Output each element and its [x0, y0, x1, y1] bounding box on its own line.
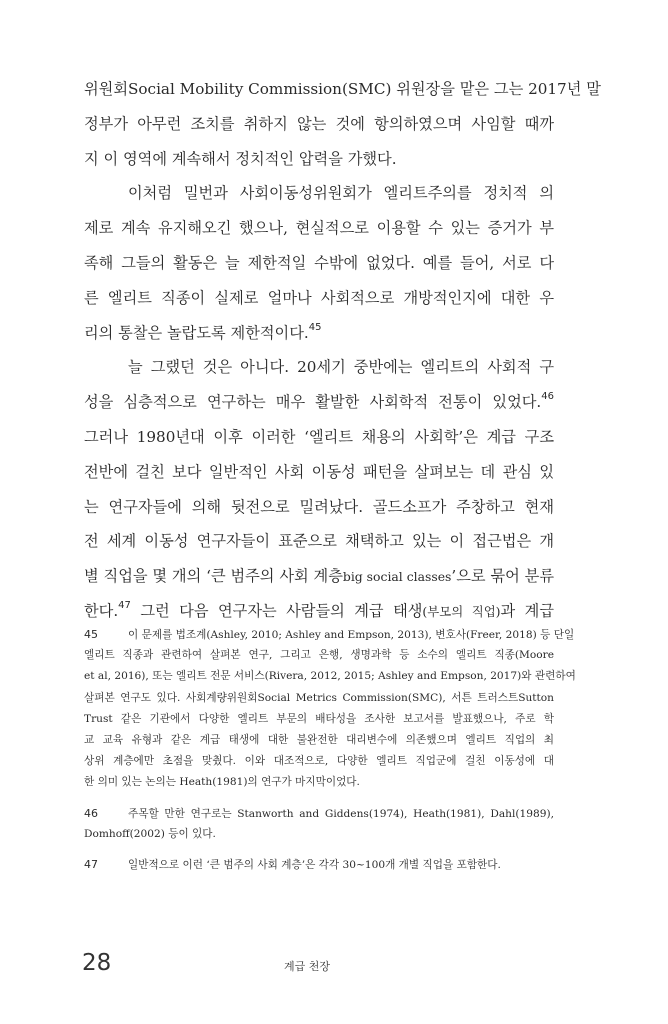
footnote-47	[84, 854, 554, 875]
footnote-line: 교 교육 유형과 같은 계급 태생에 대한 불완전한 대리변수에 의존했으며 엘리트 직업의 최	[84, 733, 554, 746]
text-line: 지 이 영역에 계속해서 정치적인 압력을 가했다.	[84, 149, 397, 168]
text-line: 전반에 걸친 보다 일반적인 사회 이동성 패턴을 살펴보는 데 관심 있	[84, 462, 554, 481]
footnote-line: 한 의미 있는 논의는 Heath(1981)의 연구가 마지막이었다.	[84, 776, 360, 789]
text-line: 그러나 1980년대 이후 이러한 ‘엘리트 채용의 사회학’은 계급 구조	[84, 427, 554, 446]
footnote-46	[84, 803, 554, 845]
text-span: ’으로 묶어 분류	[451, 567, 554, 586]
text-span: 그런 다음 연구자는 사람들의 계급 태생	[130, 601, 423, 620]
footnote-line: Domhoff(2002) 등이 있다.	[84, 827, 216, 840]
text-span: 리의 통찰은 놀랍도록 제한적이다.	[84, 323, 309, 342]
text-line	[84, 559, 554, 594]
text-line: 위원회Social Mobility Commission(SMC) 위원장을 맡은 그는 2017년 말	[84, 80, 601, 98]
footnote-ref-45[interactable]: 45	[308, 321, 322, 333]
footnote-line: 살펴본 연구도 있다. 사회계량위원회Social Metrics Commission(SMC), 서튼 트러스트Sutton	[84, 691, 554, 704]
footnote-ref-47[interactable]: 47	[118, 599, 131, 611]
footnote-number: 46	[84, 806, 98, 820]
text-line: 정부가 아무런 조치를 취하지 않는 것에 항의하였으며 사임할 때까	[84, 114, 554, 133]
text-line: 제로 계속 유지해오긴 했으나, 현실적으로 이용할 수 있는 증거가 부	[84, 219, 554, 238]
footnotes	[84, 624, 576, 884]
text-line: 이처럼 밀번과 사회이동성위원회가 엘리트주의를 정치적 의	[128, 184, 554, 203]
text-line: 족해 그들의 활동은 늘 제한적일 수밖에 없었다. 예를 들어, 서로 다	[84, 253, 554, 272]
text-span: 성을 심층적으로 연구하는 매우 활발한 사회학적 전통이 있었다.	[84, 393, 542, 412]
footnote-text: 주목할 만한 연구로는 Stanworth and Giddens(1974), Heath(1981), Dahl(1989),	[128, 807, 554, 820]
footnote-text: 일반적으로 이런 ‘큰 범주의 사회 계층’은 각각 30~100개 개별 직업을 포함한다.	[128, 858, 501, 871]
text-span: 한다.	[84, 601, 119, 620]
text-line: 늘 그랬던 것은 아니다. 20세기 중반에는 엘리트의 사회적 구	[128, 358, 554, 377]
footnote-line	[84, 854, 554, 875]
text-span: 과 계급	[500, 601, 554, 620]
footnote-line: et al, 2016), 또는 엘리트 전문 서비스(Rivera, 2012, 2015; Ashley and Empson, 2017)와 관련하여	[84, 670, 576, 683]
footnote-line	[84, 803, 554, 824]
footnote-line: Trust 같은 기관에서 다양한 엘리트 부문의 배타성을 조사한 보고서를 발표했으나, 주로 학	[84, 712, 554, 725]
footnote-line: 상위 계층에만 초점을 맞췄다. 이와 대조적으로, 다양한 엘리트 직업군에 걸친 이동성에 대	[84, 755, 554, 768]
page-number: 28	[82, 950, 112, 976]
footnote-line: 엘리트 직종과 관련하여 살펴본 연구, 그리고 은행, 생명과학 등 소수의 엘리트 직종(Moore	[84, 649, 554, 662]
text-line: 른 엘리트 직종이 실제로 얼마나 사회적으로 개방적인지에 대한 우	[84, 288, 554, 307]
footnote-45	[84, 624, 576, 794]
text-span: 별 직업을 몇 개의 ‘큰 범주의 사회 계층	[84, 567, 343, 586]
text-line	[84, 316, 554, 351]
footnote-number: 47	[84, 857, 98, 871]
footnote-text: 이 문제를 법조계(Ashley, 2010; Ashley and Empson, 2013), 변호사(Freer, 2018) 등 단일	[128, 629, 575, 641]
running-title: 계급 천장	[284, 960, 331, 973]
body-text	[84, 72, 601, 629]
footnote-ref-46[interactable]: 46	[541, 391, 554, 403]
text-line: 전 세계 이동성 연구자들이 표준으로 채택하고 있는 이 접근법은 개	[84, 532, 554, 551]
footnote-number: 45	[84, 628, 98, 641]
english-gloss: big social classes	[342, 569, 452, 585]
footnote-line	[84, 624, 575, 645]
parenthetical: (부모의 직업)	[422, 603, 501, 619]
text-line	[84, 385, 554, 420]
text-line: 는 연구자들에 의해 뒷전으로 밀려났다. 골드소프가 주창하고 현재	[84, 497, 554, 516]
